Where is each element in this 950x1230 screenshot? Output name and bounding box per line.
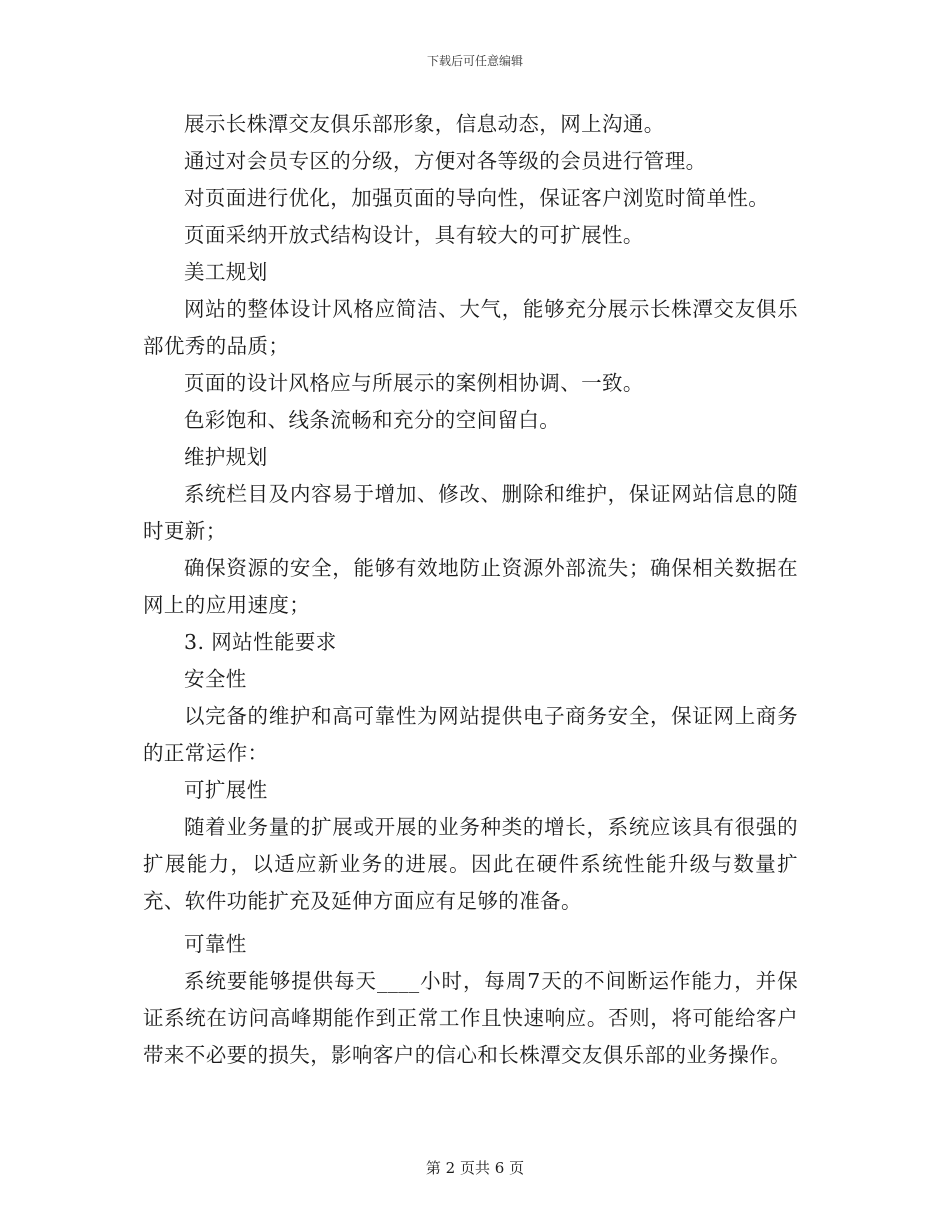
heading-maintenance-planning: 维护规划 xyxy=(184,445,268,469)
page-header: 下载后可任意编辑 xyxy=(426,54,523,68)
paragraph-security: 以完备的维护和高可靠性为网站提供电子商务安全，保证网上商务的正常运作： xyxy=(143,704,798,765)
paragraph-member-levels: 通过对会员专区的分级，方便对各等级的会员进行管理。 xyxy=(184,149,707,173)
paragraph-resource-security: 确保资源的安全，能够有效地防止资源外部流失；确保相关数据在网上的应用速度； xyxy=(143,556,798,617)
paragraph-design-style: 网站的整体设计风格应简洁、大气，能够充分展示长株潭交友俱乐部优秀的品质； xyxy=(143,297,798,358)
paragraph-showcase: 展示长株潭交友俱乐部形象，信息动态，网上沟通。 xyxy=(184,112,665,136)
paragraph-reliability: 系统要能够提供每天____小时，每周7天的不间断运作能力，并保证系统在访问高峰期能作到正常工作且快速响应。否则，将可能给客户带来不必要的损失，影响客户的信心和长株潭交友俱乐部的业务操作。 xyxy=(143,969,798,1067)
paragraph-page-optimization: 对页面进行优化，加强页面的导向性，保证客户浏览时简单性。 xyxy=(184,186,770,210)
paragraph-color-lines: 色彩饱和、线条流畅和充分的空间留白。 xyxy=(184,408,561,432)
heading-scalability: 可扩展性 xyxy=(184,778,268,802)
heading-art-planning: 美工规划 xyxy=(184,260,268,284)
paragraph-open-structure: 页面采纳开放式结构设计，具有较大的可扩展性。 xyxy=(184,223,644,247)
heading-reliability: 可靠性 xyxy=(184,932,247,956)
page-footer: 第 2 页共 6 页 xyxy=(425,1159,525,1177)
paragraph-scalability: 随着业务量的扩展或开展的业务种类的增长，系统应该具有很强的扩展能力，以适应新业务的进展。因此在硬件系统性能升级与数量扩充、软件功能扩充及延伸方面应有足够的准备。 xyxy=(143,815,798,913)
paragraph-style-consistency: 页面的设计风格应与所展示的案例相协调、一致。 xyxy=(184,371,644,395)
heading-performance-requirements: 3. 网站性能要求 xyxy=(184,630,337,654)
paragraph-column-maintenance: 系统栏目及内容易于增加、修改、删除和维护，保证网站信息的随时更新； xyxy=(143,482,798,543)
document-body xyxy=(143,106,798,1074)
heading-security: 安全性 xyxy=(184,667,247,691)
